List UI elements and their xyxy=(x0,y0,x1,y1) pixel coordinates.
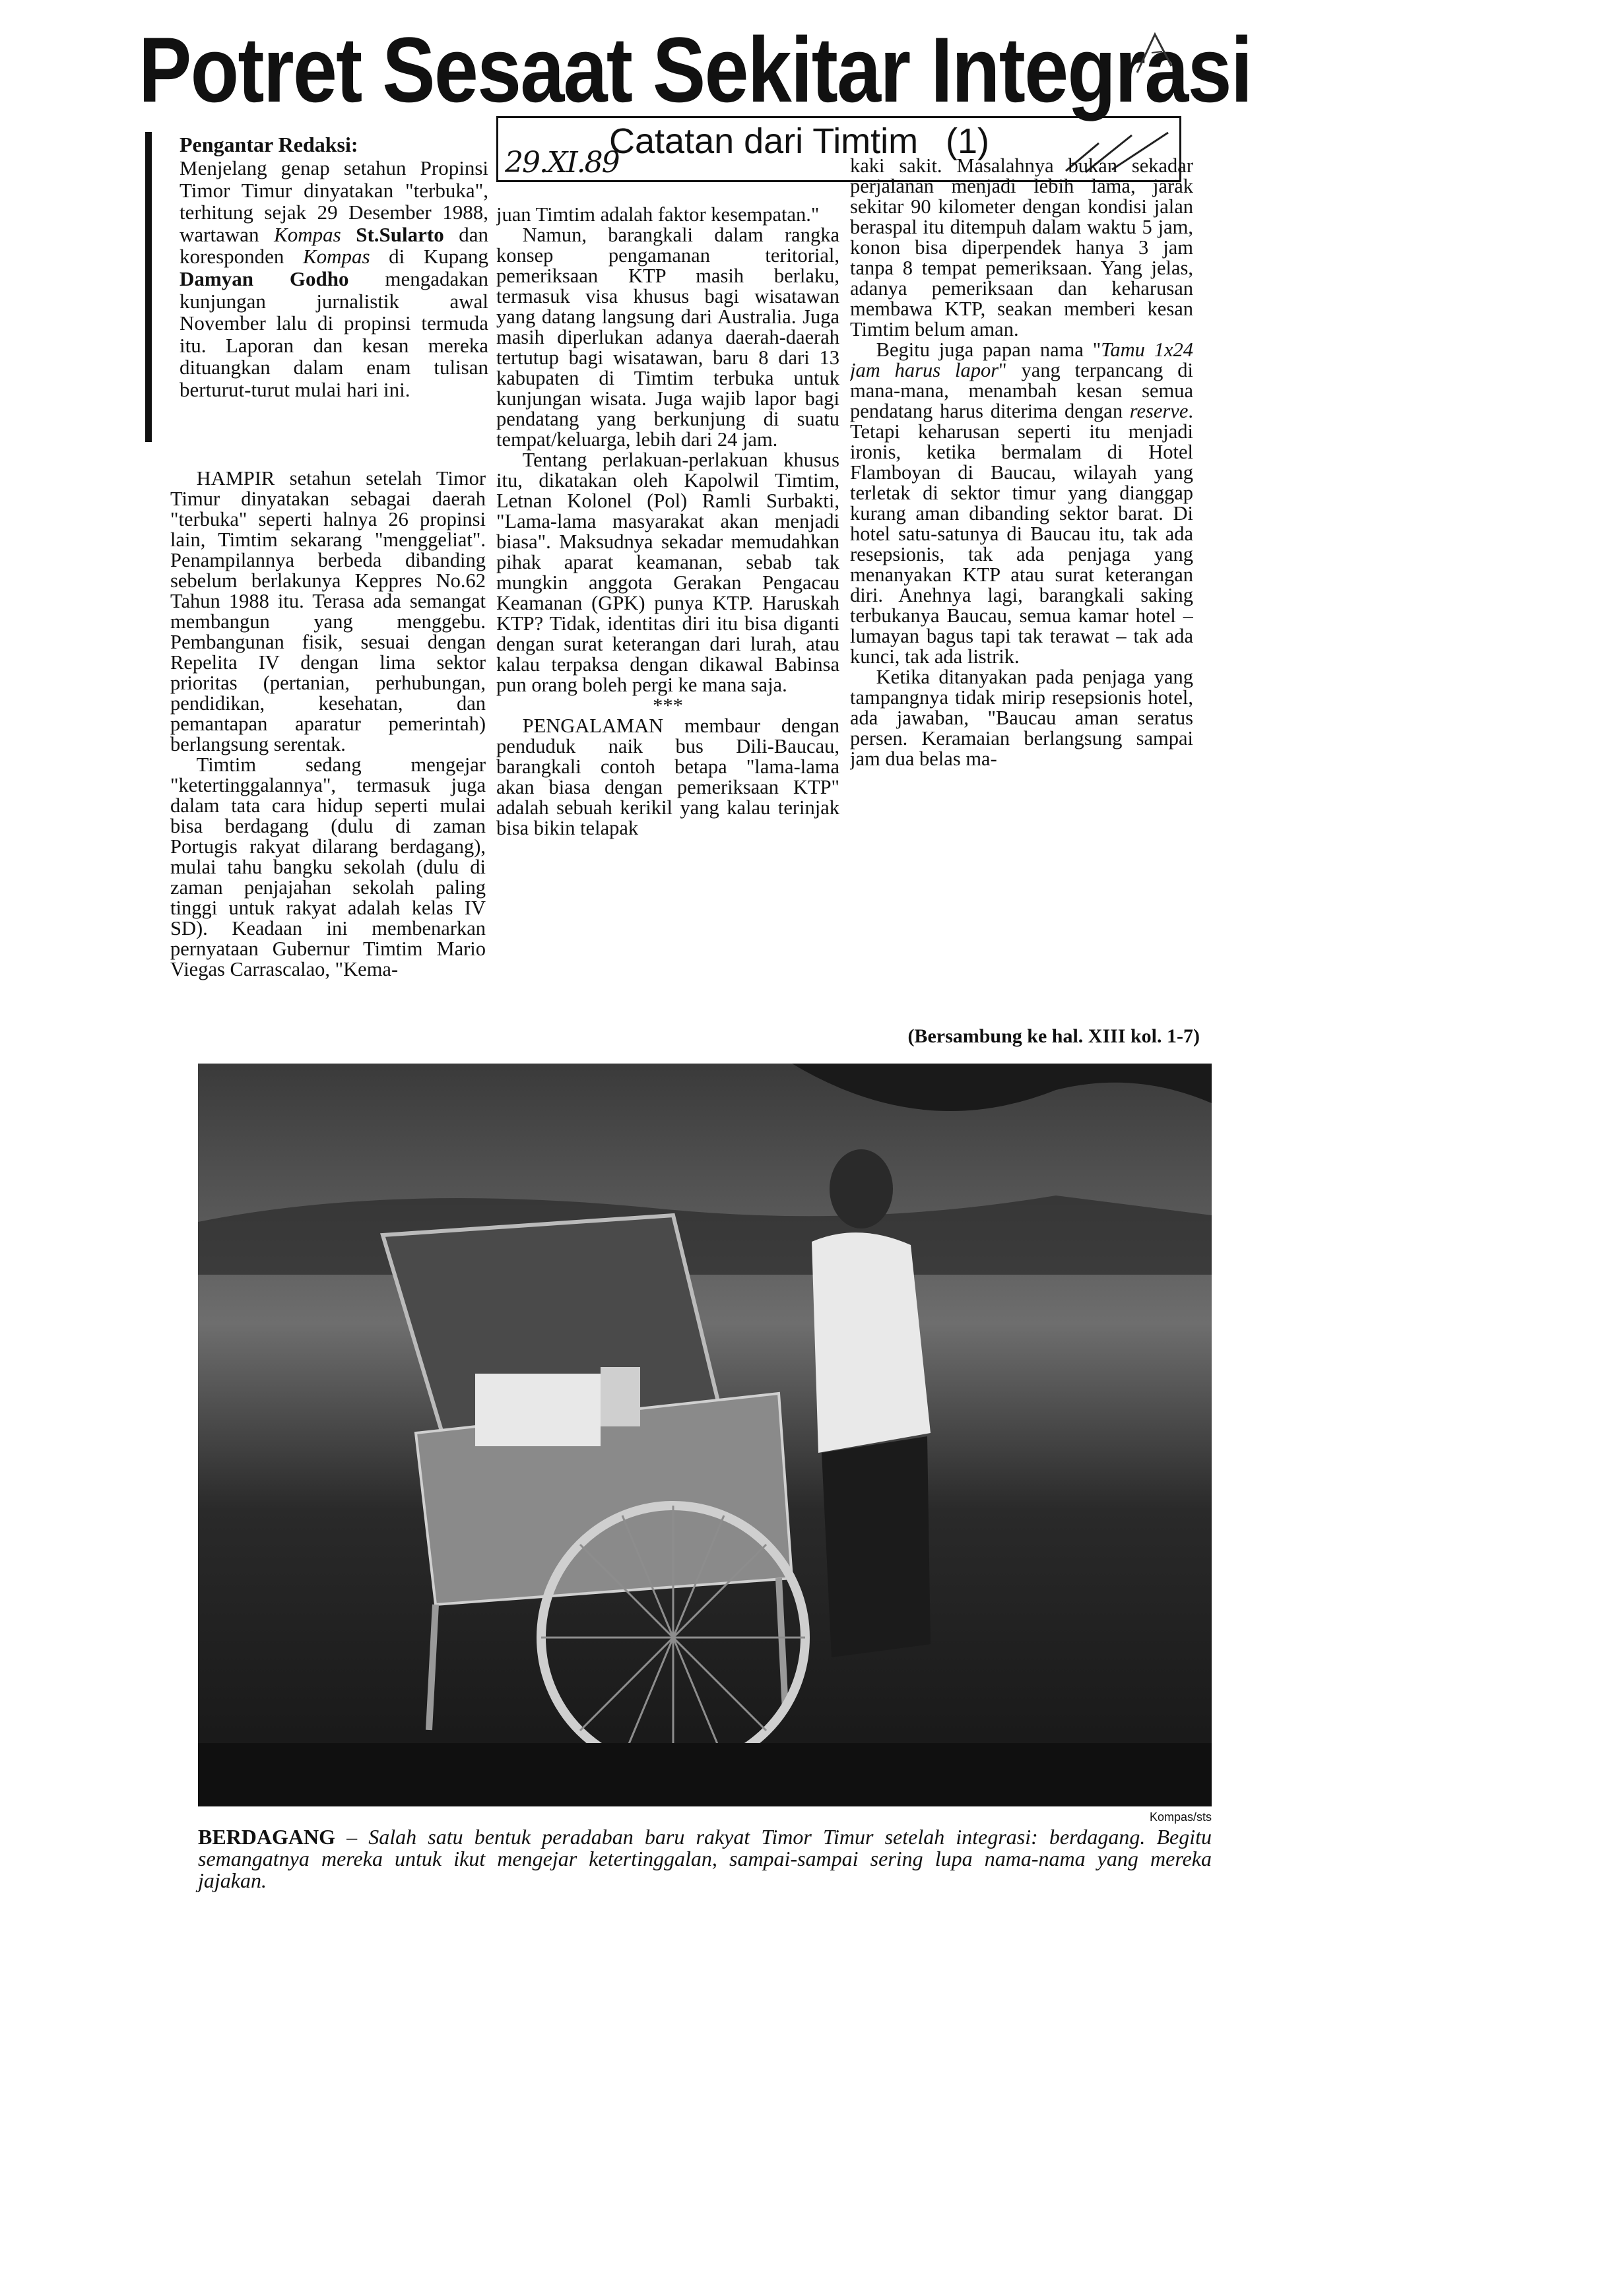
headline: Potret Sesaat Sekitar Integrasi xyxy=(139,18,1252,121)
continuation-note: (Bersambung ke hal. XIII kol. 1-7) xyxy=(907,1025,1200,1047)
photo-street-vendor xyxy=(198,1064,1212,1806)
paragraph: Timtim sedang mengejar "ketertinggalannya", termasuk juga dalam tata cara hidup seperti mulai bisa berdagang (dulu di zaman Portugis rakyat dilarang berdagang), mulai tahu bangku sekolah (dulu di zaman penjajahan sekolah paling tinggi untuk rakyat adalah kelas IV SD). Keadaan ini membenarkan pernyataan Gubernur Timtim Mario Viegas Carrascalao, "Kema- xyxy=(170,753,486,980)
photo-caption xyxy=(198,1826,1212,1892)
paragraph: Namun, barangkali dalam rangka konsep pengamanan teritorial, pemeriksaan KTP masih berlaku, termasuk visa khusus bagi wisatawan yang datang langsung dari Australia. Juga masih diperlukan adanya daerah-daerah tertutup bagi wisatawan, baru 8 dari 13 kabupaten di Timtim terbuka untuk kunjungan wisata. Juga wajib lapor bagi pendatang yang berkunjung di suatu tempat/keluarga, lebih dari 24 jam. xyxy=(496,224,839,451)
publication-name: Kompas xyxy=(302,245,370,269)
foreign-word: reserve xyxy=(1129,400,1189,422)
series-part-number: (1) xyxy=(946,121,989,161)
correspondent-name: Damyan Godho xyxy=(180,267,349,290)
publication-name: Kompas xyxy=(274,222,341,246)
intro-text: Menjelang genap setahun Propinsi Timor Timur dinyatakan "terbuka", terhitung sejak 29 Desember 1988, wartawan xyxy=(180,156,488,246)
text: " yang terpancang di mana-mana, menambah kesan semua pendatang harus diterima dengan xyxy=(850,359,1193,422)
paragraph: Tentang perlakuan-perlakuan khusus itu, dikatakan oleh Kapolwil Timtim, Letnan Kolonel (Pol) Ramli Surbakti, "Lama-lama masyarakat akan menjadi biasa". Maksudnya sekadar memudahkan pihak aparat keamanan, sebab tak mungkin anggota Gerakan Pengacau Keamanan (GPK) punya KTP. Haruskah KTP? Tidak, identitas diri itu bisa diganti dengan surat keterangan dari lurah, atau kalau terpaksa dengan dikawal Babinsa pun orang boleh pergi ke mana saja. xyxy=(496,449,839,696)
paragraph: HAMPIR setahun setelah Timor Timur dinyatakan sebagai daerah "terbuka" seperti halnya 26 propinsi lain, Timtim sekarang "menggeliat". Penampilannya berbeda dibanding sebelum berlakunya Keppres No.62 Tahun 1988 itu. Terasa ada semangat membangun yang menggebu. Pembangunan fisik, sesuai dengan Repelita IV dengan lima sektor prioritas (pertanian, perhubungan, pendidikan, kesehatan, dan pemantapan aparatur pemerintah) berlangsung serentak. xyxy=(170,468,486,755)
intro-body xyxy=(180,157,488,401)
article-column-1 xyxy=(170,468,486,1102)
paragraph: PENGALAMAN membaur dengan penduduk naik bus Dili-Baucau, barangkali contoh betapa "lama-lama akan biasa dengan pemeriksaan KTP" adalah sebuah kerikil yang kalau terinjak bisa bikin telapak xyxy=(496,715,839,839)
intro-text xyxy=(341,223,356,246)
photo-image xyxy=(198,1064,1212,1806)
photo-credit: Kompas/sts xyxy=(1149,1810,1212,1824)
paragraph: juan Timtim adalah faktor kesempatan." xyxy=(496,205,820,226)
paragraph: kaki sakit. Masalahnya bukan sekadar perjalanan menjadi lebih lama, jarak sekitar 90 kilometer dengan kondisi jalan beraspal itu ditempuh dalam waktu 5 jam, konon bisa diperpendek hanya 3 jam tanpa 8 tempat pemeriksaan. Yang jelas, adanya pemeriksaan dan keharusan membawa KTP, seakan memberi kesan Timtim belum aman. xyxy=(850,156,1193,340)
article-column-3 xyxy=(850,156,1193,1027)
section-separator: *** xyxy=(653,694,683,717)
intro-text: dan koresponden xyxy=(180,222,488,269)
paragraph: Ketika ditanyakan pada penjaga yang tampangnya tidak mirip resepsionis hotel, ada jawaban, "Baucau aman seratus persen. Keramaian berlangsung sampai jam dua belas ma- xyxy=(850,666,1193,770)
intro-text: di Kupang xyxy=(370,245,488,269)
series-title: Catatan dari Timtim xyxy=(609,121,919,161)
reporter-name: St.Sularto xyxy=(356,222,444,246)
handwritten-date: 29.XI.89 xyxy=(505,146,619,179)
handwritten-mark xyxy=(1132,26,1178,79)
sign-text: Tamu 1x24 jam harus lapor xyxy=(850,338,1193,381)
caption-text: Salah satu bentuk peradaban baru rakyat Timor Timur setelah integrasi: berdagang. Begitu semangatnya mereka untuk ikut mengejar ketertinggalan, sampai-sampai sering lupa nama-nama yang mereka jajakan. xyxy=(198,1825,1212,1892)
text: . Tetapi keharusan seperti itu menjadi ironis, ketika bermalam di Hotel Flamboyan di Baucau, wilayah yang terletak di sektor timur yang dianggap kurang aman dibanding sektor barat. Di hotel satu-satunya di Baucau itu, tak ada resepsionis, tak ada penjaga yang menanyakan KTP atau surat keterangan diri. Anehnya lagi, barangkali saking terbukanya Baucau, semua kamar hotel – lumayan bagus tapi tak terawat – tak ada kunci, tak ada listrik. xyxy=(850,400,1193,668)
article-column-2 xyxy=(496,205,839,1089)
editorial-intro xyxy=(145,132,488,442)
caption-dash: – xyxy=(335,1825,369,1849)
caption-label: BERDAGANG xyxy=(198,1825,336,1849)
intro-text: mengadakan kunjungan jurnalistik awal November lalu di propinsi termuda itu. Laporan dan kesan mereka dituangkan dalam enam tulisan berturut-turut mulai hari ini. xyxy=(180,267,489,401)
intro-title: Pengantar Redaksi: xyxy=(180,133,358,156)
text: Begitu juga papan nama " xyxy=(876,338,1101,361)
paragraph xyxy=(850,340,1193,667)
